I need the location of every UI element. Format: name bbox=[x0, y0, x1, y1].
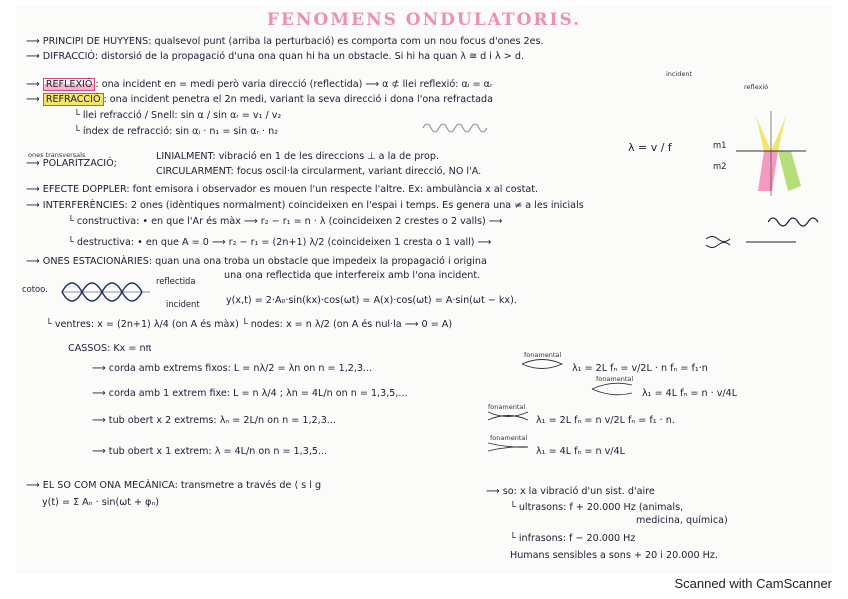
doppler-line: ⟶ EFECTE DOPPLER: font emisora i observador es mouen l'un respecte l'altre. Ex: ambulància x al costat. bbox=[26, 184, 539, 195]
destructive-wave-icon bbox=[706, 234, 806, 250]
page-title: FENOMENS ONDULATORIS. bbox=[266, 10, 582, 30]
fonamental-note-3: fonamental bbox=[488, 403, 526, 411]
standing-wave-diagram bbox=[60, 272, 155, 312]
constructiva-line: └ constructiva: • en que l'Ar és màx ⟶ r₂ − r₁ = n · λ (coincideixen 2 crestes o 2 valls) ⟶ bbox=[68, 216, 503, 227]
constructive-wave-icon bbox=[768, 214, 828, 230]
cas-tub-2-extrems-result: λ₁ = 2L fₙ = n v/2L fₙ = f₁ · n. bbox=[536, 415, 675, 426]
ultrasons-line: └ ultrasons: f + 20.000 Hz (animals, bbox=[510, 502, 684, 513]
refraccio-label: REFRACCIÓ bbox=[43, 93, 104, 106]
polar-circular: CIRCULARMENT: focus oscil·la circularment, variant direcció, NO l'A. bbox=[156, 166, 482, 177]
notes-page bbox=[16, 6, 832, 574]
reflexio-label: REFLEXIÓ bbox=[43, 78, 96, 91]
destructiva-line: └ destructiva: • en que A = 0 ⟶ r₂ − r₁ = (2n+1) λ/2 (coincideixen 1 cresta o 1 vall) ⟶ bbox=[68, 237, 492, 248]
huygens-line: ⟶ PRINCIPI DE HUYYENS: qualsevol punt (arriba la perturbació) es comporta com un nou focus d'ones 2es. bbox=[26, 36, 544, 47]
ventres-nodes-line: └ ventres: x = (2n+1) λ/4 (on A és màx) └ nodes: x = n λ/2 (on A és nul·la ⟶ 0 = A) bbox=[46, 319, 453, 330]
standing-wave-formula: y(x,t) = 2·A₀·sin(kx)·cos(ωt) = A(x)·cos(ωt) = A·sin(ωt − kx). bbox=[226, 295, 517, 306]
wave-sketch-icon bbox=[421, 118, 491, 136]
scanner-watermark: Scanned with CamScanner bbox=[674, 576, 832, 591]
interferencies-line: ⟶ INTERFERÈNCIES: 2 ones (idèntiques normalment) coincideixen en l'espai i temps. Es genera una ≠ a les inicials bbox=[26, 200, 584, 211]
reflectida-label: reflectida bbox=[156, 276, 196, 286]
index-line: └ índex de refracció: sin αᵢ · n₁ = sin αᵣ · n₂ bbox=[74, 126, 279, 137]
polar-small-note: ones transversals bbox=[28, 151, 86, 159]
cotoo-label: cotoo. bbox=[22, 284, 48, 294]
snell-line: └ llei refracció / Snell: sin α / sin αᵣ = v₁ / v₂ bbox=[74, 110, 282, 121]
polar-linial: LINIALMENT: vibració en 1 de les direccions ⊥ a la de prop. bbox=[156, 151, 440, 162]
lambda-formula: λ = v / f bbox=[628, 141, 672, 154]
refraction-diagram bbox=[736, 111, 806, 201]
refraccio-line: ⟶ REFRACCIÓ : ona incident penetra el 2n medi, variant la seva direcció i dona l'ona refractada bbox=[26, 94, 493, 105]
cas-corda-1-fix: ⟶ corda amb 1 extrem fixe: L = n λ/4 ; λn = 4L/n on n = 1,3,5,... bbox=[92, 388, 408, 399]
fonamental-note-1: fonamental bbox=[524, 351, 562, 359]
infrasons-line: └ infrasons: f − 20.000 Hz bbox=[510, 533, 636, 544]
harmonic-sketch-1-icon bbox=[520, 357, 564, 371]
refraccio-text: : ona incident penetra el 2n medi, variant la seva direcció i dona l'ona refractada bbox=[103, 94, 493, 105]
harmonic-sketch-3-icon bbox=[486, 409, 530, 423]
polar-line: ⟶ POLARITZACIÓ; bbox=[26, 158, 117, 169]
cas-corda-1-fix-result: λ₁ = 4L fₙ = n · v/4L bbox=[642, 388, 738, 399]
so-mecanica-line: ⟶ EL SO COM ONA MECÀNICA: transmetre a través de ⟨ s l g bbox=[26, 480, 322, 491]
difraccio-line: ⟶ DIFRACCIÓ: distorsió de la propagació d'una ona quan hi ha un obstacle. Si hi ha quan λ ≅ d i λ > d. bbox=[26, 51, 524, 62]
medium-m1-label: m1 bbox=[713, 140, 727, 150]
harmonic-sketch-4-icon bbox=[486, 440, 530, 454]
reflexio-text: : ona incident en = medi però varia direcció (reflectida) ⟶ α ⊄ llei reflexió: αᵢ = αᵣ bbox=[95, 79, 493, 90]
incident-label: incident bbox=[166, 299, 200, 309]
cas-tub-1-extrem-result: λ₁ = 4L fₙ = n v/4L bbox=[536, 446, 625, 457]
reflexio-line: ⟶ REFLEXIÓ : ona incident en = medi però varia direcció (reflectida) ⟶ α ⊄ llei reflexió: αᵢ = αᵣ bbox=[26, 79, 493, 90]
so-vibracio-line: ⟶ so: x la vibració d'un sist. d'aire bbox=[486, 486, 655, 497]
fonamental-note-2: fonamental bbox=[596, 375, 634, 383]
estacionaries-line-2: una ona reflectida que interfereix amb l'ona incident. bbox=[224, 270, 481, 281]
cas-corda-fixos-result: λ₁ = 2L fₙ = v/2L · n fₙ = f₁·n bbox=[572, 363, 708, 374]
fonamental-note-4: fonamental bbox=[490, 434, 528, 442]
medium-m2-label: m2 bbox=[713, 161, 727, 171]
reflexio-note-reflexio: reflexió bbox=[744, 83, 769, 91]
harmonic-sketch-2-icon bbox=[590, 382, 634, 396]
cassos-line: CASSOS: Kx = nπ bbox=[68, 343, 152, 354]
cas-tub-1-extrem: ⟶ tub obert x 1 extrem: λ = 4L/n on n = 1,3,5... bbox=[92, 446, 328, 457]
reflexio-note-incident: incident bbox=[666, 70, 693, 78]
estacionaries-line: ⟶ ONES ESTACIONÀRIES: quan una ona troba un obstacle que impedeix la propagació i origina bbox=[26, 256, 487, 267]
cas-tub-2-extrems: ⟶ tub obert x 2 extrems: λₙ = 2L/n on n = 1,2,3... bbox=[92, 415, 336, 426]
so-sum-formula: y(t) = Σ Aₙ · sin(ωt + φₙ) bbox=[42, 497, 160, 508]
ultrasons-line-2: medicina, química) bbox=[636, 515, 728, 526]
humans-line: Humans sensibles a sons + 20 i 20.000 Hz. bbox=[510, 550, 718, 561]
cas-corda-fixos: ⟶ corda amb extrems fixos: L = nλ/2 = λn on n = 1,2,3... bbox=[92, 363, 373, 374]
